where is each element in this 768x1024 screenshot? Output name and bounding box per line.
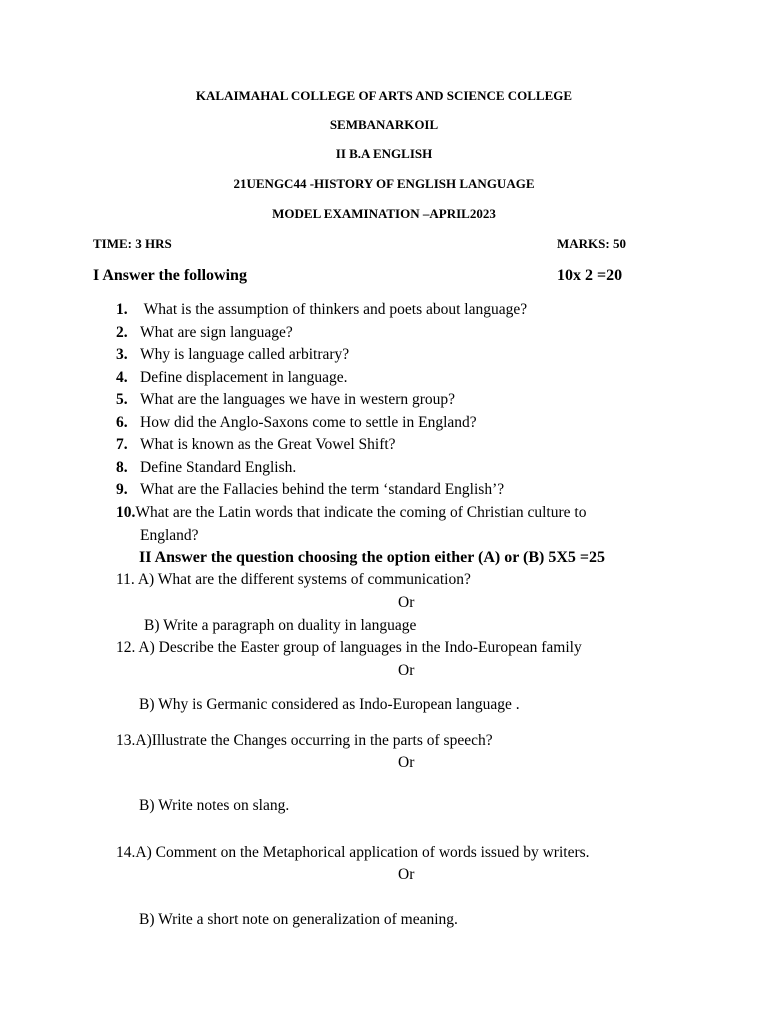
question-text: Why is language called arbitrary? — [140, 346, 350, 363]
question-14a: 14.A) Comment on the Metaphorical application of words issued by writers. — [116, 844, 590, 861]
question-number: 10. — [116, 504, 136, 521]
question-4 — [116, 369, 347, 387]
question-text: What are the Fallacies behind the term ‘standard English’? — [140, 481, 505, 498]
or-label: Or — [398, 594, 415, 611]
section1-marks: 10x 2 =20 — [557, 267, 623, 284]
question-10 — [116, 504, 586, 522]
section1-title: I Answer the following — [93, 267, 247, 284]
question-3 — [116, 346, 349, 364]
question-number: 8. — [116, 459, 128, 476]
question-2 — [116, 324, 293, 342]
question-1 — [116, 301, 527, 319]
question-13a: 13.A)Illustrate the Changes occurring in the parts of speech? — [116, 732, 493, 749]
question-9 — [116, 481, 504, 499]
question-number: 9. — [116, 481, 128, 498]
section2-title: II Answer the question choosing the option either (A) or (B) 5X5 =25 — [139, 549, 606, 566]
question-number: 4. — [116, 369, 128, 386]
or-label: Or — [398, 662, 415, 679]
question-text: What are the Latin words that indicate the coming of Christian culture to — [135, 504, 587, 521]
or-label: Or — [398, 866, 415, 883]
question-text: How did the Anglo-Saxons come to settle in England? — [140, 414, 477, 431]
question-number: 2. — [116, 324, 128, 341]
question-number: 6. — [116, 414, 128, 431]
question-number: 1. — [116, 301, 128, 318]
question-14b: B) Write a short note on generalization of meaning. — [139, 911, 458, 928]
college-place: SEMBANARKOIL — [329, 117, 439, 132]
question-text: What is known as the Great Vowel Shift? — [140, 436, 396, 453]
exam-title: MODEL EXAMINATION –APRIL2023 — [272, 206, 496, 221]
college-name: KALAIMAHAL COLLEGE OF ARTS AND SCIENCE COLLEGE — [195, 88, 573, 103]
or-label: Or — [398, 754, 415, 771]
question-8 — [116, 459, 296, 477]
question-11b: B) Write a paragraph on duality in language — [144, 617, 417, 634]
question-13b: B) Write notes on slang. — [139, 797, 290, 814]
question-12a: 12. A) Describe the Easter group of languages in the Indo-European family — [116, 639, 582, 656]
exam-marks: MARKS: 50 — [557, 236, 626, 251]
exam-time: TIME: 3 HRS — [93, 236, 172, 251]
paper-title: 21UENGC44 -HISTORY OF ENGLISH LANGUAGE — [233, 176, 535, 191]
question-text: What are the languages we have in western group? — [140, 391, 456, 408]
question-number: 3. — [116, 346, 128, 363]
question-text: What is the assumption of thinkers and poets about language? — [140, 301, 528, 318]
question-text: What are sign language? — [140, 324, 293, 341]
question-7 — [116, 436, 396, 454]
question-text: Define Standard English. — [140, 459, 297, 476]
question-12b: B) Why is Germanic considered as Indo-European language . — [139, 696, 520, 713]
question-number: 5. — [116, 391, 128, 408]
question-5 — [116, 391, 455, 409]
course-name: II B.A ENGLISH — [335, 146, 433, 161]
question-number: 7. — [116, 436, 128, 453]
question-11a: 11. A) What are the different systems of communication? — [116, 571, 471, 588]
question-10-continued: England? — [140, 527, 199, 544]
question-6 — [116, 414, 477, 432]
question-text: Define displacement in language. — [140, 369, 348, 386]
